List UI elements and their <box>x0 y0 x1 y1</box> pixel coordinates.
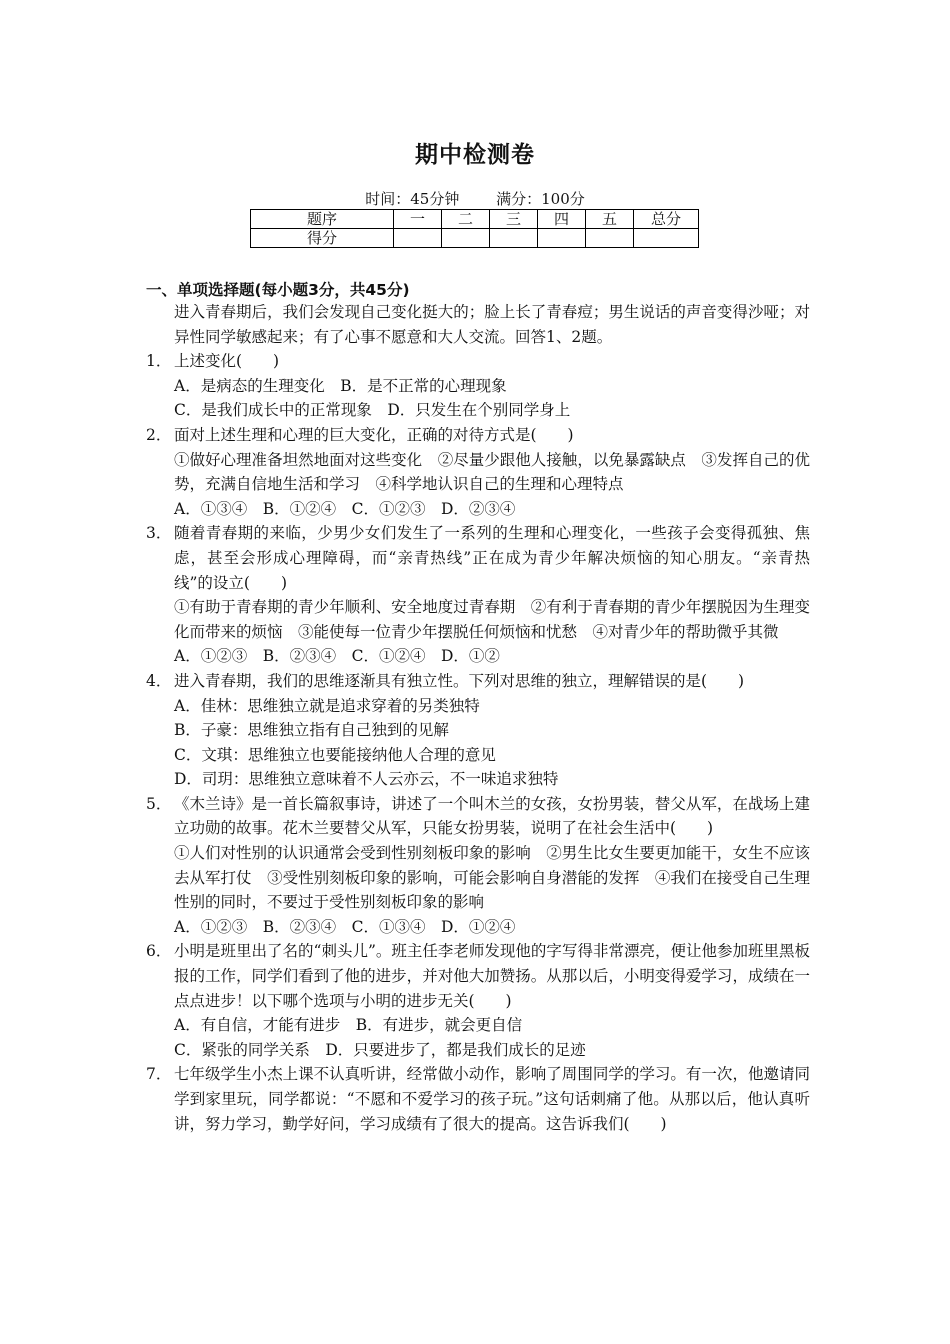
score-cell <box>490 229 538 248</box>
score-cell <box>394 229 442 248</box>
question-number: 2． <box>146 425 172 444</box>
question-option-line: A．有自信，才能有进步 B．有进步，就会更自信 <box>174 1016 523 1035</box>
question <box>146 939 810 1062</box>
time-limit: 时间：45分钟 <box>365 190 460 208</box>
score-cell <box>634 229 699 248</box>
question-option-line: C．紧张的同学关系 D．只要进步了，都是我们成长的足迹 <box>174 1040 586 1059</box>
question-stem: 上述变化( ) <box>174 352 280 371</box>
score-header-cell: 四 <box>538 210 586 229</box>
question-option-line: C．文琪：思维独立也要能接纳他人合理的意见 <box>174 745 496 764</box>
question-number: 6． <box>146 942 172 961</box>
question-statements: ①有助于青春期的青少年顺利、安全地度过青春期 ②有利于青春期的青少年摆脱因为生理变化而带来的烦恼 ③能使每一位青少年摆脱任何烦恼和忧愁 ④对青少年的帮助微乎其微 <box>174 598 810 641</box>
question <box>146 792 810 940</box>
score-table <box>250 209 699 248</box>
full-score: 满分：100分 <box>496 190 585 208</box>
score-header-cell: 三 <box>490 210 538 229</box>
exam-meta <box>0 188 950 209</box>
score-cell <box>586 229 634 248</box>
question-stem: 进入青春期，我们的思维逐渐具有独立性。下列对思维的独立，理解错误的是( ) <box>174 671 745 690</box>
question-option-line: A．①②③ B．②③④ C．①③④ D．①②④ <box>174 917 516 936</box>
question-number: 7． <box>146 1065 172 1084</box>
page-title: 期中检测卷 <box>415 142 535 168</box>
question <box>146 423 810 521</box>
question-number: 3． <box>146 524 172 543</box>
question <box>146 349 810 423</box>
score-row-label: 得分 <box>251 229 394 248</box>
score-cell <box>538 229 586 248</box>
question-option-line: A．佳林：思维独立就是追求穿着的另类独特 <box>174 696 480 715</box>
question-stem: 随着青春期的来临，少男少女们发生了一系列的生理和心理变化，一些孩子会变得孤独、焦虑，甚至会形成心理障碍，而“亲青热线”正在成为青少年解决烦恼的知心朋友。“亲青热线”的设立( ) <box>174 524 810 592</box>
question-option-line: A．①②③ B．②③④ C．①②④ D．①② <box>174 647 500 666</box>
question <box>146 669 810 792</box>
intro-passage: 进入青春期后，我们会发现自己变化挺大的；脸上长了青春痘；男生说话的声音变得沙哑；对异性同学敏感起来；有了心事不愿意和大人交流。回答1、2题。 <box>174 303 810 346</box>
score-header-cell: 题序 <box>251 210 394 229</box>
question-number: 1． <box>146 352 172 371</box>
score-header-cell: 一 <box>394 210 442 229</box>
question-option-line: B．子豪：思维独立指有自己独到的见解 <box>174 721 449 740</box>
question-option-line: A．①③④ B．①②④ C．①②③ D．②③④ <box>174 499 516 518</box>
question <box>146 1062 810 1136</box>
question-list <box>146 300 810 1136</box>
question-stem: 面对上述生理和心理的巨大变化，正确的对待方式是( ) <box>174 425 574 444</box>
question-stem: 小明是班里出了名的“刺头儿”。班主任李老师发现他的字写得非常漂亮，便让他参加班里黑板报的工作，同学们看到了他的进步，并对他大加赞扬。从那以后，小明变得爱学习，成绩在一点点进步！以下哪个选项与小明的进步无关( ) <box>174 942 810 1010</box>
question <box>146 521 810 669</box>
question-statements: ①做好心理准备坦然地面对这些变化 ②尽量少跟他人接触，以免暴露缺点 ③发挥自己的优势，充满自信地生活和学习 ④科学地认识自己的生理和心理特点 <box>174 450 810 494</box>
question-stem: 《木兰诗》是一首长篇叙事诗，讲述了一个叫木兰的女孩，女扮男装，替父从军，在战场上建立功勋的故事。花木兰要替父从军，只能女扮男装，说明了在社会生活中( ) <box>174 794 810 838</box>
score-table-score-row <box>251 229 699 248</box>
question-statements: ①人们对性别的认识通常会受到性别刻板印象的影响 ②男生比女生要更加能干，女生不应该去从军打仗 ③受性别刻板印象的影响，可能会影响自身潜能的发挥 ④我们在接受自己生理性别的同时，不要过于受性别刻板印象的影响 <box>174 844 810 912</box>
score-cell <box>442 229 490 248</box>
question-option-line: A．是病态的生理变化 B．是不正常的心理现象 <box>174 376 507 395</box>
question-number: 5． <box>146 794 172 813</box>
question-option-line: C．是我们成长中的正常现象 D．只发生在个别同学身上 <box>174 401 571 420</box>
question-stem: 七年级学生小杰上课不认真听讲，经常做小动作，影响了周围同学的学习。有一次，他邀请同学到家里玩，同学都说：“不愿和不爱学习的孩子玩。”这句话刺痛了他。从那以后，他认真听讲，努力学习，勤学好问，学习成绩有了很大的提高。这告诉我们( ) <box>174 1065 810 1133</box>
question-number: 4． <box>146 671 172 690</box>
score-table-header-row <box>251 210 699 229</box>
score-header-cell: 总分 <box>634 210 699 229</box>
question-option-line: D．司玥：思维独立意味着不人云亦云，不一味追求独特 <box>174 770 559 789</box>
section-heading: 一、单项选择题(每小题3分，共45分) <box>146 281 410 299</box>
score-header-cell: 二 <box>442 210 490 229</box>
score-header-cell: 五 <box>586 210 634 229</box>
